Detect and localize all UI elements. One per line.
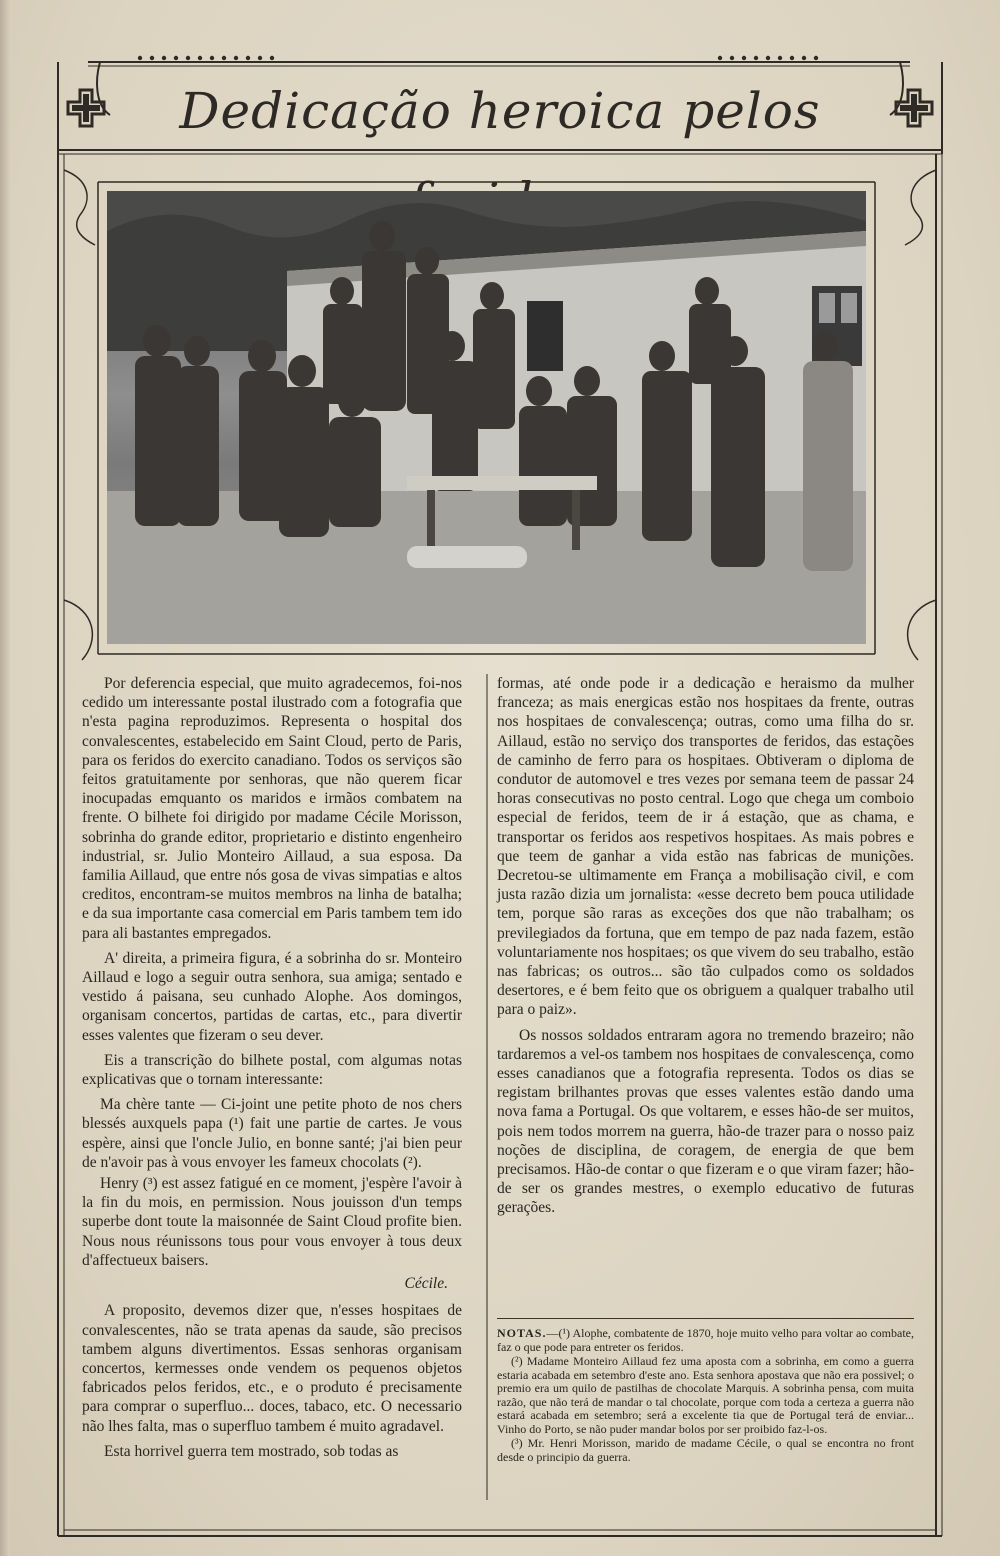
left-cross-icon [64,86,108,130]
paragraph: Por deferencia especial, que muito agradecemos, foi-nos cedido um interessante postal ilustrado com a fotografia que n'esta pagina reproduzimos. Representa o hospital dos convalescentes, estabelecido em Saint Cloud, perto de Paris, para os feridos do exercito canadiano. Todos os serviços são feitos gratuitamente por senhoras, que não querem ficar inocupadas emquanto os maridos e irmãos combatem na frente. O bilhete foi dirigido por madame Cécile Morisson, sobrinha do grande editor, proprietario e distinto engenheiro industrial, sr. Julio Monteiro Aillaud, a sua esposa. Da familia Aillaud, que entre nós gosa de vivas simpatias e altos creditos, encontram-se muitos membros na linha de batalha; e da sua importante casa comercial em Paris tambem tem ido para ali bastantes empregados. [82,675,462,942]
footnote: NOTAS.—(¹) Alophe, combatente de 1870, hoje muito velho para voltar ao combate, faz o que pode para entreter os feridos. [497,1326,914,1354]
paragraph: A' direita, a primeira figura, é a sobrinha do sr. Monteiro Aillaud e logo a seguir outra senhora, sua amiga; sentado e vestido á paisana, seu cunhado Alophe. Aos domingos, organisam concertos, partidas de cartas, etc., para divertir esses valentes que fizeram o seu dever. [82,949,462,1044]
footnotes [497,1327,914,1465]
paragraph: Esta horrivel guerra tem mostrado, sob todas as [104,1442,399,1460]
page-title: Dedicação heroica pelos [179,82,821,140]
article-column-right [497,674,914,1224]
letter-signature: Cécile. [404,1275,448,1293]
paragraph: formas, até onde pode ir a dedicação e heraismo da mulher franceza; as mais energicas estão nos hospitaes da frente, outras nos hospitaes de convalescença; outras, como uma filha do sr. Aillaud, estão no serviço dos transportes de feridos, das estações de caminho de ferro para os hospitaes. Obtiveram o diploma de condutor de automovel e tres vezes por semana teem de passar 24 horas consecutivas no posto central. Logo que chega um comboio especial de feridos, teem de ir á estação, que as chama, e transportar os feridos aos respetivos hospitaes. As mais pobres e que teem de ganhar a vida estão nas fabricas de munições. Decretou-se ultimamente em França a mobilisação civil, e com justa razão dizia um jornalista: «esse decreto bem pouca utilidade tem, porque são raras as exceções dos que não trabalham; os previlegiados da fortuna, que em tempo de paz nada fazem, estão voluntariamente nos hospitaes; os que vivem do seu trabalho, estão nas fabricas; os outros... são tão culpados como os soldados desertores, e é bem feito que os obriguem a qualquer trabalho util para o paiz». [497,675,914,1019]
notes-divider [497,1318,914,1319]
notes-label: NOTAS. [497,1326,547,1340]
right-cross-icon [892,86,936,130]
letter-paragraph: Ma chère tante — Ci-joint une petite photo de nos chers blessés auxquels papa (¹) fait une partie de cartes. Je vous espère, ainsi que l'oncle Julio, en bonne santé; j'ai bien peur de n'avoir pas à vous envoyer les fameux chocolats (²). [82,1096,462,1171]
paragraph: A proposito, devemos dizer que, n'esses hospitaes de convalescentes, não se trata apenas da saude, são precisos tambem alguns divertimentos. Essas senhoras organisam concertos, kermesses onde vendem os pequenos objetos fabricados pelos feridos, etc., e o produto é precisamente para comprar o superfluo... doces, tabaco, etc. O necessario não lhes falta, mas o superfluo tambem é muito agradavel. [82,1302,462,1435]
paragraph: Os nossos soldados entraram agora no tremendo brazeiro; não tardaremos a vel-os tambem nos hospitaes de convalescença, como esses canadianos que a fotografia representa. Todos os dias se registam brilhantes provas que esses valentes estão dando uma nova fama a Portugal. Os que voltarem, e esses hão-de ser muitos, pois nem todos morrem na guerra, hão-de trazer para o nosso paiz noções de disciplina, de coragem, de energia de que bem precisamos. Hão-de contar o que fizeram e o que viram fazer; hão-de ser os grandes mestres, o exemplo educativo de futuras gerações. [497,1026,914,1217]
letter-paragraph: Henry (³) est assez fatigué en ce moment, j'espère l'avoir à la fin du mois, en permission. Nous jouisson d'un temps superbe dont toute la maisonnée de Saint Cloud profite bien. Nous nous réunissons tous pour vous envoyer à tous deux d'affectueux baisers. [82,1175,462,1269]
group-photograph [107,191,866,644]
footnote: (²) Madame Monteiro Aillaud fez uma aposta com a sobrinha, em como a guerra estaria acabada em setembro d'este ano. Esta senhora apostava que não era possivel; o premio era um quilo de pastilhas de chocolate Marquis. A sobrinha pensa, com muita razão, que não terá de mandar o tal chocolate, porque com toda a certeza a guerra não estará acabada em setembro; será a excelente tia que de Portugal terá de enviar... Vinho do Porto, se não puder mandar bolos por ser proibido faz-l-os. [497,1354,914,1436]
paragraph: Eis a transcrição do bilhete postal, com algumas notas explicativas que o tornam interessante: [82,1051,462,1089]
footnote: (³) Mr. Henri Morisson, marido de madame Cécile, o qual se encontra no front desde o principio da guerra. [497,1436,914,1464]
article-column-left [82,674,462,1467]
